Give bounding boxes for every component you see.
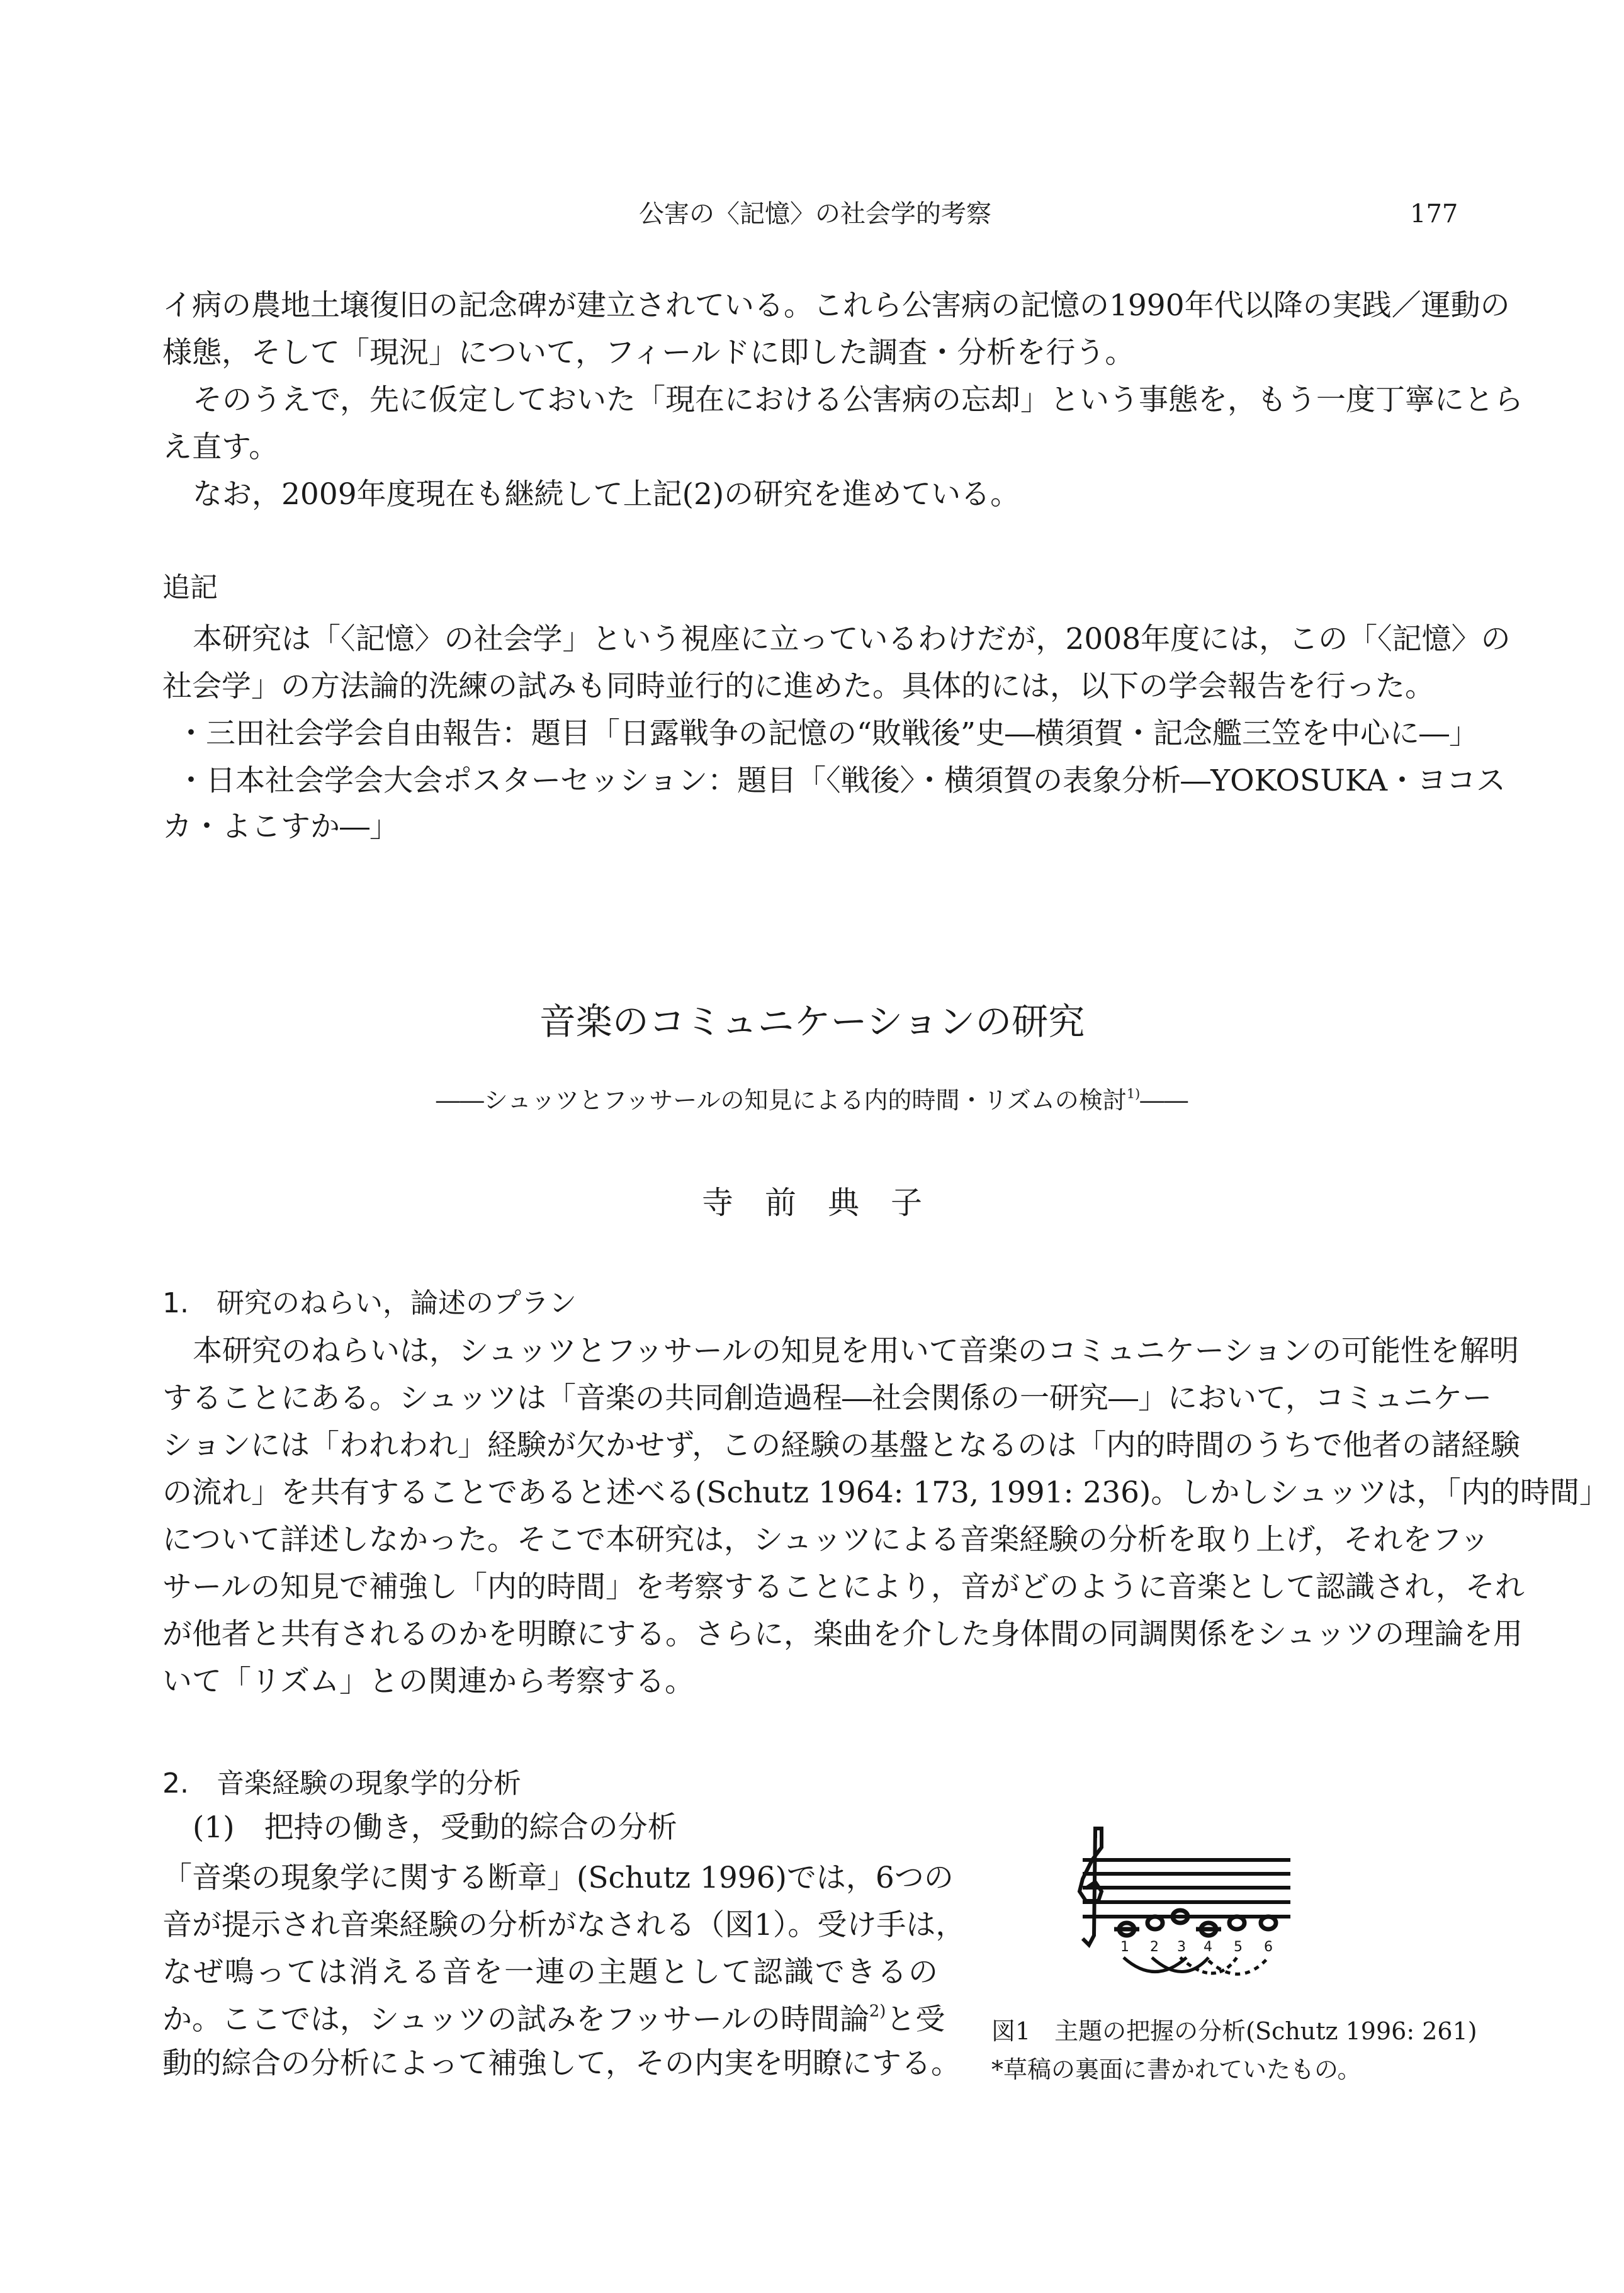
page-number: 177 <box>1410 200 1458 228</box>
note-label: 5 <box>1234 1939 1243 1955</box>
text-line: イ病の農地土壌復旧の記念碑が建立されている。これら公害病の記憶の1990年代以降の実践／運動の <box>162 288 1510 323</box>
list-item: ・三田社会学会自由報告：題目「日露戦争の記憶の“敗戦後”史―横須賀・記念艦三笠を中心に―」 <box>176 716 1479 751</box>
text-line: サールの知見で補強し「内的時間」を考察することにより，音がどのように音楽として認識され，それ <box>162 1570 1525 1604</box>
note-label: 2 <box>1150 1939 1159 1955</box>
text-span: と受 <box>886 2002 945 2037</box>
text-line: が他者と共有されるのかを明瞭にする。さらに，楽曲を介した身体間の同調関係をシュッツの理論を用 <box>162 1617 1523 1652</box>
article-subtitle <box>0 1083 1624 1118</box>
list-item: ・日本社会学会大会ポスターセッション：題目「〈戦後〉・横須賀の表象分析―YOKOSUKA・ヨコス <box>176 763 1506 798</box>
running-header-title: 公害の〈記憶〉の社会学的考察 <box>639 200 991 228</box>
author: 寺 前 典 子 <box>702 1185 922 1221</box>
note <box>1148 1917 1163 1929</box>
text-line: そのうえで，先に仮定しておいた「現在における公害病の忘却」という事態を，もう一度丁寧にとら <box>193 383 1524 417</box>
text-line: 「音楽の現象学に関する断章」(Schutz 1996)では，6つの <box>162 1861 954 1895</box>
footnote-ref: 2) <box>869 2002 886 2021</box>
music-staff-figure <box>1020 1822 1473 1992</box>
text-span: か。ここでは，シュッツの試みをフッサールの時間論 <box>162 2002 869 2037</box>
text-line: カ・よこすか―」 <box>162 809 399 844</box>
text-line <box>162 1996 945 2043</box>
subtitle-text: ――シュッツとフッサールの知見による内的時間・リズムの検討 <box>436 1086 1127 1114</box>
text-line: 社会学」の方法論的洗練の試みも同時並行的に進めた。具体的には，以下の学会報告を行った。 <box>162 669 1435 704</box>
text-line: 本研究のねらいは，シュッツとフッサールの知見を用いて音楽のコミュニケーションの可能性を解明 <box>193 1334 1520 1368</box>
text-line: することにある。シュッツは「音楽の共同創造過程―社会関係の一研究―」において，コミュニケー <box>162 1381 1492 1416</box>
text-line: 様態，そして「現況」について，フィールドに即した調査・分析を行う。 <box>162 335 1135 370</box>
note-label: 1 <box>1120 1939 1129 1955</box>
figure-note: *草稿の裏面に書かれていたもの。 <box>991 2056 1362 2083</box>
note-label: 6 <box>1264 1939 1273 1955</box>
notes <box>1114 1910 1276 1935</box>
text-line: について詳述しなかった。そこで本研究は，シュッツによる音楽経験の分析を取り上げ，それをフッ <box>162 1523 1489 1557</box>
note <box>1229 1917 1244 1929</box>
section-heading: 1. 研究のねらい，論述のプラン <box>162 1287 577 1319</box>
text-line: 本研究は「〈記憶〉の社会学」という視座に立っているわけだが，2008年度には，この「〈記憶〉の <box>193 622 1511 656</box>
note-label: 4 <box>1204 1939 1212 1955</box>
text-line: 動的綜合の分析によって補強して，その内実を明瞭にする。 <box>162 2046 961 2081</box>
text-line: なぜ鳴っては消える音を一連の主題として認識できるの <box>162 1955 938 1990</box>
text-line: の流れ」を共有することであると述べる(Schutz 1964: 173, 1991: 236)。しかしシュッツは，「内的時間」 <box>162 1475 1609 1510</box>
text-line: 音が提示され音楽経験の分析がなされる（図1）。受け手は， <box>162 1908 966 1942</box>
staff-lines <box>1083 1860 1290 1917</box>
text-line: なお，2009年度現在も継続して上記(2)の研究を進めている。 <box>193 477 1020 512</box>
section-heading: 2. 音楽経験の現象学的分析 <box>162 1767 521 1800</box>
text-line: ションには「われわれ」経験が欠かせず，この経験の基盤となるのは「内的時間のうちで他者の諸経験 <box>162 1428 1520 1463</box>
article-title: 音楽のコミュニケーションの研究 <box>539 1000 1085 1043</box>
arcs <box>1124 1958 1268 1974</box>
note-label: 3 <box>1177 1939 1186 1955</box>
text-line: いて「リズム」との関連から考察する。 <box>162 1664 695 1699</box>
subsection-heading: (1) 把持の働き，受動的綜合の分析 <box>193 1810 677 1845</box>
footnote-ref: 1) <box>1126 1086 1141 1101</box>
text-line: え直す。 <box>162 430 279 465</box>
postscript-heading: 追記 <box>162 572 218 604</box>
note <box>1261 1917 1276 1929</box>
subtitle-dash: ―― <box>1140 1086 1188 1114</box>
figure-caption: 図1 主題の把握の分析(Schutz 1996: 261) <box>991 2017 1477 2045</box>
